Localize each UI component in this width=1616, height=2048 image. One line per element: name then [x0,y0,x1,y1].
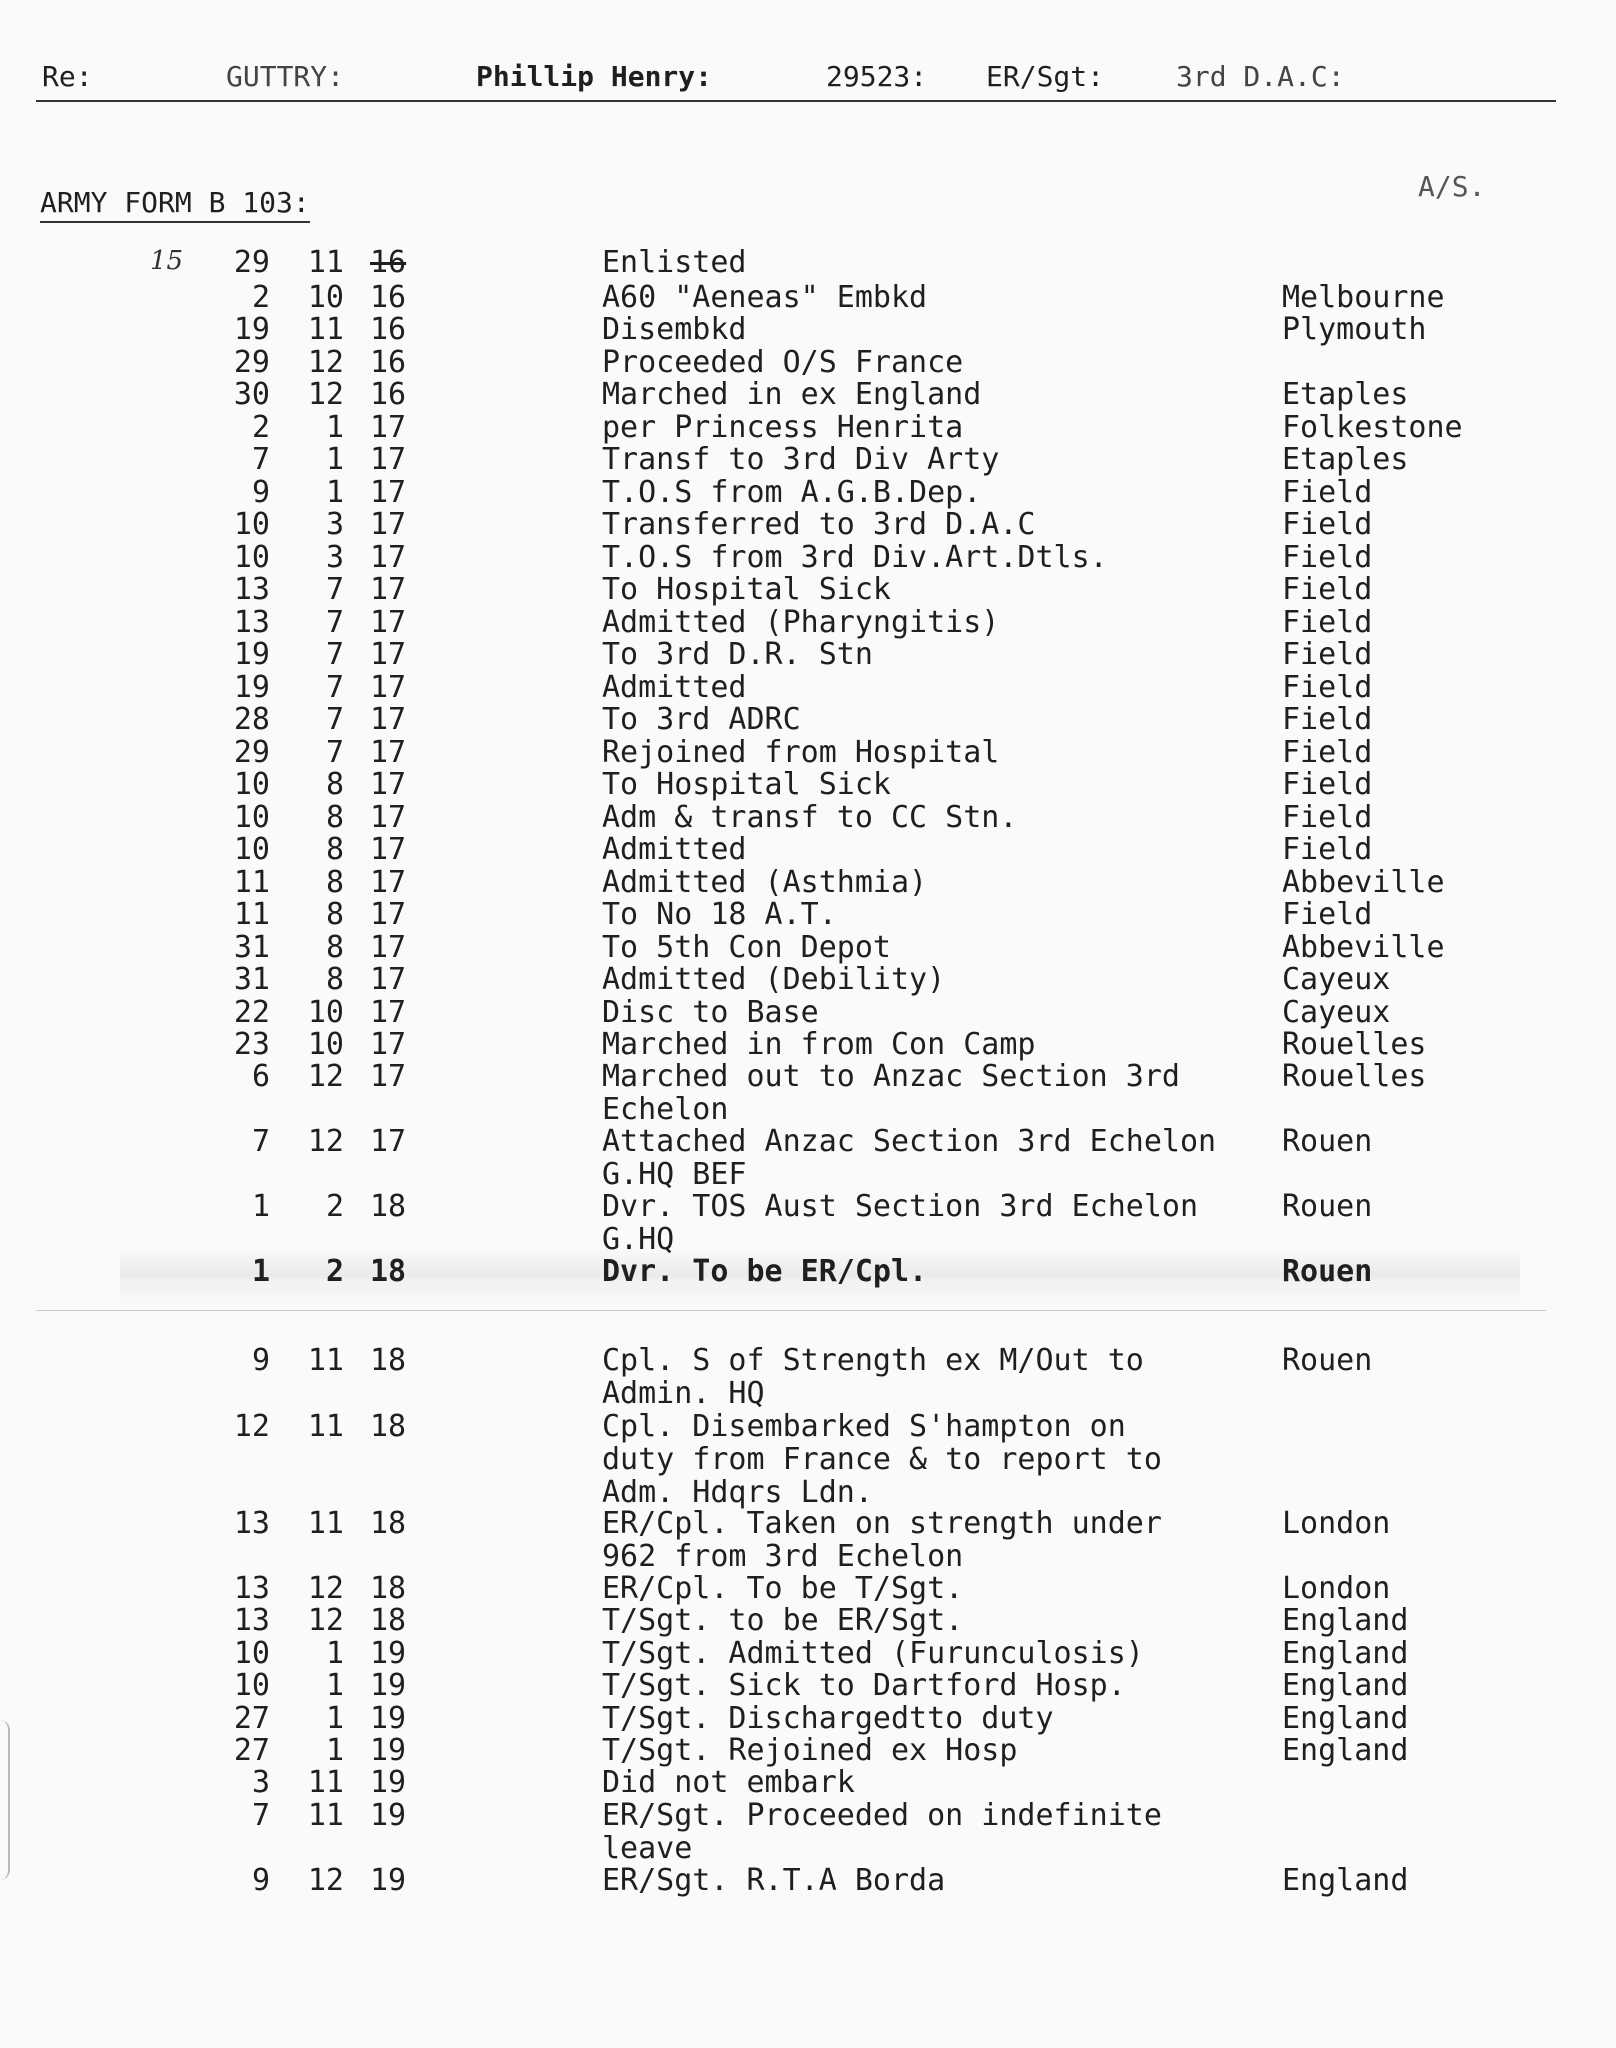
entry-place: Rouen [1282,1254,1373,1289]
entry-day: 29 [233,735,270,770]
entry-place: Field [1282,702,1373,737]
entry-event: Disembkd [602,312,747,347]
entry-month: 3 [325,507,344,542]
entry-year: 19 [370,1863,407,1898]
entry-day: 10 [233,507,270,542]
entry-month: 1 [325,475,344,510]
entry-event: Attached Anzac Section 3rd Echelon G.HQ BEF [602,1124,1217,1192]
entry-place: Rouelles [1282,1059,1427,1094]
entry-event: Rejoined from Hospital [602,735,1000,770]
entry-month: 11 [307,312,344,347]
entry-day: 1 [251,1189,270,1224]
entry-year: 18 [370,1571,407,1606]
entry-event: T/Sgt. Dischargedtto duty [602,1701,1054,1736]
entry-event: Transf to 3rd Div Arty [602,442,1000,477]
service-number: 29523: [826,60,928,93]
entry-event: Marched out to Anzac Section 3rd Echelon [602,1059,1180,1127]
entry-event: To No 18 A.T. [602,897,837,932]
entry-day: 12 [233,1409,270,1444]
entry-place: Field [1282,605,1373,640]
entry-day: 7 [251,1124,270,1159]
entry-month: 12 [307,1059,344,1094]
entry-year: 17 [370,832,407,867]
entry-month: 12 [307,1603,344,1638]
entry-place: Rouelles [1282,1027,1427,1062]
entry-event: Did not embark [602,1765,855,1800]
entry-event: Dvr. TOS Aust Section 3rd Echelon G.HQ [602,1189,1199,1257]
re-label: Re: [42,60,93,93]
entry-year: 16 [370,245,407,280]
entry-event: Marched in from Con Camp [602,1027,1036,1062]
entry-day: 2 [251,410,270,445]
entry-year: 17 [370,507,407,542]
entry-year: 17 [370,1027,407,1062]
entry-month: 2 [325,1189,344,1224]
entry-year: 16 [370,377,407,412]
entry-event: To 3rd D.R. Stn [602,637,873,672]
entry-place: London [1282,1571,1391,1606]
entry-place: Rouen [1282,1343,1373,1378]
entry-month: 11 [307,245,344,280]
entry-place: Rouen [1282,1189,1373,1224]
entry-year: 17 [370,800,407,835]
entry-month: 7 [325,702,344,737]
entry-day: 23 [233,1027,270,1062]
entry-day: 11 [233,897,270,932]
entry-year: 17 [370,410,407,445]
entry-place: Field [1282,735,1373,770]
entry-place: Field [1282,475,1373,510]
entry-day: 13 [233,1571,270,1606]
entry-day: 28 [233,702,270,737]
entry-year: 17 [370,637,407,672]
entry-day: 10 [233,832,270,867]
entry-place: Field [1282,540,1373,575]
entry-year: 19 [370,1636,407,1671]
entry-day: 2 [251,280,270,315]
entry-place: England [1282,1603,1409,1638]
entry-event: ER/Sgt. Proceeded on indefinite leave [602,1798,1162,1866]
entry-month: 7 [325,637,344,672]
entry-event: To Hospital Sick [602,767,891,802]
entry-day: 10 [233,800,270,835]
entry-place: England [1282,1701,1409,1736]
given-names: Phillip Henry: [476,60,713,93]
entry-day: 27 [233,1733,270,1768]
entry-day: 13 [233,572,270,607]
entry-month: 7 [325,735,344,770]
margin-mark: 15 [150,246,184,276]
entry-place: Field [1282,897,1373,932]
entry-event: T/Sgt. Rejoined ex Hosp [602,1733,1018,1768]
entry-day: 13 [233,605,270,640]
form-title: ARMY FORM B 103: [40,186,310,223]
entry-day: 10 [233,1668,270,1703]
entry-month: 7 [325,572,344,607]
entry-month: 8 [325,962,344,997]
entry-place: Field [1282,800,1373,835]
entry-event: T.O.S from A.G.B.Dep. [602,475,982,510]
entry-day: 31 [233,930,270,965]
entry-month: 8 [325,800,344,835]
entry-day: 19 [233,637,270,672]
entry-place: England [1282,1668,1409,1703]
entry-month: 10 [307,1027,344,1062]
entry-month: 11 [307,1343,344,1378]
entry-event: per Princess Henrita [602,410,964,445]
entry-event: T.O.S from 3rd Div.Art.Dtls. [602,540,1108,575]
entry-event: Admitted [602,832,747,867]
entry-day: 19 [233,670,270,705]
entry-place: Field [1282,767,1373,802]
entry-month: 11 [307,1506,344,1541]
entry-year: 17 [370,605,407,640]
entry-month: 1 [325,410,344,445]
entry-year: 16 [370,280,407,315]
entry-day: 1 [251,1254,270,1289]
entry-event: T/Sgt. to be ER/Sgt. [602,1603,964,1638]
entry-year: 18 [370,1603,407,1638]
entry-year: 18 [370,1254,407,1289]
entry-year: 16 [370,312,407,347]
record-header [36,60,1556,102]
entry-place: Field [1282,670,1373,705]
entry-year: 19 [370,1668,407,1703]
entry-year: 18 [370,1343,407,1378]
entry-place: Melbourne [1282,280,1445,315]
entry-day: 3 [251,1765,270,1800]
entry-month: 1 [325,1733,344,1768]
entry-year: 18 [370,1506,407,1541]
entry-year: 17 [370,767,407,802]
entry-year: 17 [370,962,407,997]
entry-event: Admitted (Debility) [602,962,946,997]
entry-year: 16 [370,345,407,380]
entry-day: 6 [251,1059,270,1094]
entry-day: 22 [233,995,270,1030]
entry-event: Enlisted [602,245,747,280]
entry-year: 17 [370,702,407,737]
entry-event: Admitted (Asthmia) [602,865,928,900]
entry-day: 13 [233,1603,270,1638]
entry-year: 18 [370,1409,407,1444]
fold-line [36,1310,1546,1311]
entry-place: Etaples [1282,377,1409,412]
entry-day: 7 [251,1798,270,1833]
entry-event: T/Sgt. Sick to Dartford Hosp. [602,1668,1126,1703]
unit: 3rd D.A.C: [1176,60,1345,93]
entry-place: Abbeville [1282,930,1445,965]
entry-day: 30 [233,377,270,412]
entry-place: Field [1282,637,1373,672]
entry-month: 12 [307,1571,344,1606]
entry-event: Proceeded O/S France [602,345,964,380]
entry-place: Abbeville [1282,865,1445,900]
entry-day: 13 [233,1506,270,1541]
entry-event: Disc to Base [602,995,819,1030]
entry-event: To 3rd ADRC [602,702,801,737]
entry-event: Dvr. To be ER/Cpl. [602,1254,928,1289]
entry-place: Field [1282,507,1373,542]
entry-year: 19 [370,1733,407,1768]
entry-year: 19 [370,1798,407,1833]
entry-day: 27 [233,1701,270,1736]
entry-year: 17 [370,735,407,770]
entry-event: ER/Cpl. Taken on strength under 962 from 3rd Echelon [602,1506,1162,1574]
entry-month: 7 [325,670,344,705]
entry-place: Rouen [1282,1124,1373,1159]
entry-event: Admitted (Pharyngitis) [602,605,1000,640]
entry-place: England [1282,1863,1409,1898]
entry-place: Plymouth [1282,312,1427,347]
entry-event: To 5th Con Depot [602,930,891,965]
entry-year: 17 [370,540,407,575]
entry-month: 1 [325,442,344,477]
surname: GUTTRY: [226,60,345,93]
entry-day: 29 [233,245,270,280]
entry-month: 12 [307,1863,344,1898]
entry-event: A60 "Aeneas" Embkd [602,280,928,315]
page-edge [0,1720,10,1880]
entry-month: 2 [325,1254,344,1289]
entry-event: Transferred to 3rd D.A.C [602,507,1036,542]
entry-month: 8 [325,832,344,867]
entry-year: 17 [370,442,407,477]
entry-month: 8 [325,930,344,965]
entry-place: England [1282,1636,1409,1671]
entry-day: 7 [251,442,270,477]
entry-month: 11 [307,1409,344,1444]
entry-month: 1 [325,1701,344,1736]
entry-place: Folkestone [1282,410,1463,445]
entry-day: 11 [233,865,270,900]
entry-day: 9 [251,475,270,510]
entry-year: 18 [370,1189,407,1224]
entry-year: 17 [370,572,407,607]
rank: ER/Sgt: [986,60,1105,93]
entry-year: 17 [370,865,407,900]
entry-year: 19 [370,1701,407,1736]
entry-month: 11 [307,1798,344,1833]
entry-place: England [1282,1733,1409,1768]
entry-place: Cayeux [1282,962,1391,997]
entry-day: 9 [251,1863,270,1898]
entry-year: 17 [370,995,407,1030]
entry-month: 12 [307,1124,344,1159]
corner-mark: A/S. [1418,170,1486,203]
entry-day: 10 [233,1636,270,1671]
entry-event: Marched in ex England [602,377,982,412]
entry-month: 10 [307,995,344,1030]
entry-event: Cpl. Disembarked S'hampton on duty from France & to report to Adm. Hdqrs Ldn. [602,1409,1162,1510]
entry-place: Cayeux [1282,995,1391,1030]
entry-year: 17 [370,930,407,965]
entry-year: 17 [370,475,407,510]
entry-month: 7 [325,605,344,640]
entry-event: ER/Sgt. R.T.A Borda [602,1863,946,1898]
entry-event: ER/Cpl. To be T/Sgt. [602,1571,964,1606]
entry-year: 17 [370,897,407,932]
entry-year: 19 [370,1765,407,1800]
entry-place: Field [1282,572,1373,607]
entry-place: London [1282,1506,1391,1541]
entry-event: Cpl. S of Strength ex M/Out to Admin. HQ [602,1343,1144,1411]
entry-year: 17 [370,670,407,705]
entry-month: 10 [307,280,344,315]
entry-place: Field [1282,832,1373,867]
entry-year: 17 [370,1059,407,1094]
entry-day: 10 [233,767,270,802]
entry-month: 11 [307,1765,344,1800]
entry-month: 1 [325,1636,344,1671]
entry-month: 12 [307,377,344,412]
entry-day: 31 [233,962,270,997]
entry-year: 17 [370,1124,407,1159]
entry-day: 9 [251,1343,270,1378]
entry-month: 8 [325,767,344,802]
entry-month: 12 [307,345,344,380]
entry-day: 10 [233,540,270,575]
entry-place: Etaples [1282,442,1409,477]
entry-event: T/Sgt. Admitted (Furunculosis) [602,1636,1144,1671]
entry-event: To Hospital Sick [602,572,891,607]
entry-month: 3 [325,540,344,575]
entry-month: 8 [325,865,344,900]
entry-day: 19 [233,312,270,347]
entry-event: Admitted [602,670,747,705]
entry-month: 8 [325,897,344,932]
entry-event: Adm & transf to CC Stn. [602,800,1018,835]
entry-month: 1 [325,1668,344,1703]
entry-day: 29 [233,345,270,380]
